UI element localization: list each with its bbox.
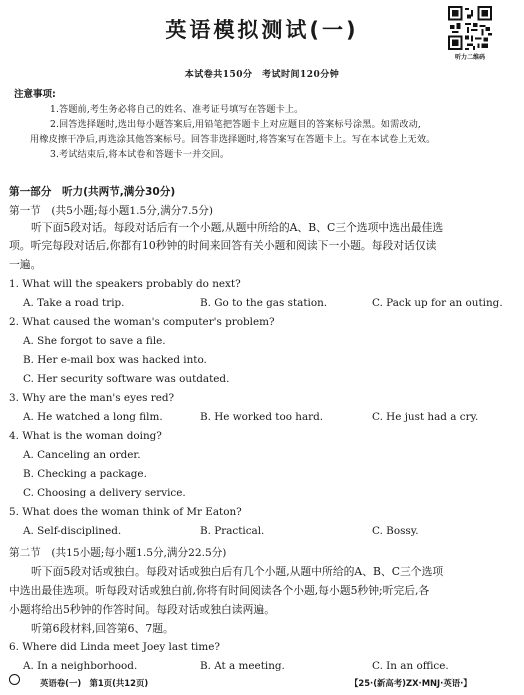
question-stem: 4. What is the woman doing? [9, 430, 162, 442]
section-one-heading: 第一节 (共5小题;每小题1.5分,满分7.5分) [9, 205, 213, 217]
instruction-line: 项。听完每段对话后,你都有10秒钟的时间来回答有关小题和阅读下一小题。每段对话仅读 [9, 239, 437, 252]
exam-info: 本试卷共150分 考试时间120分钟 [184, 70, 340, 80]
answer-option: A. Canceling an order. [23, 449, 141, 461]
answer-option: A. He watched a long film. [23, 411, 163, 423]
answer-option: B. Go to the gas station. [200, 297, 328, 309]
answer-option: B. He worked too hard. [200, 411, 324, 423]
answer-option: C. Her security software was outdated. [23, 373, 230, 385]
answer-option: B. Checking a package. [23, 468, 147, 480]
answer-option: B. At a meeting. [200, 660, 285, 672]
question-stem: 3. Why are the man's eyes red? [9, 392, 175, 404]
answer-option: A. She forgot to save a file. [23, 335, 166, 347]
answer-option: A. In a neighborhood. [23, 660, 138, 672]
section-two-heading: 第二节 (共15小题;每小题1.5分,满分22.5分) [9, 547, 227, 559]
circle-mark-icon [9, 674, 20, 685]
footer-page-info: 英语卷(一) 第1页(共12页) [40, 678, 149, 688]
answer-option: A. Self-disciplined. [23, 525, 122, 537]
note-line: 1.答题前,考生务必将自己的姓名、准考证号填写在答题卡上。 [50, 104, 304, 115]
instruction-line: 小题将给出5秒钟的作答时间。每段对话或独白读两遍。 [9, 603, 275, 616]
note-line: 用橡皮擦干净后,再选涂其他答案标号。回答非选择题时,将答案写在答题卡上。写在本试卷上无效。 [30, 134, 436, 145]
question-stem: 5. What does the woman think of Mr Eaton? [9, 506, 242, 518]
instruction-line: 听下面5段对话或独白。每段对话或独白后有几个小题,从题中所给的A、B、C三个选项 [31, 565, 444, 578]
answer-option: C. Pack up for an outing. [372, 297, 503, 309]
notes-heading: 注意事项: [14, 89, 56, 100]
instruction-line: 听第6段材料,回答第6、7题。 [31, 622, 174, 635]
question-stem: 2. What caused the woman's computer's problem? [9, 316, 275, 328]
note-line: 3.考试结束后,将本试卷和答题卡一并交回。 [50, 149, 230, 160]
note-line: 2.回答选择题时,选出每小题答案后,用铅笔把答题卡上对应题目的答案标号涂黑。如需改动, [50, 119, 421, 130]
question-stem: 6. Where did Linda meet Joey last time? [9, 641, 220, 653]
instruction-line: 中选出最佳选项。听每段对话或独白前,你将有时间阅读各个小题,每小题5秒钟;听完后,各 [9, 584, 430, 597]
qr-code-icon [448, 6, 492, 50]
page-title: 英语模拟测试(一) [165, 18, 359, 42]
answer-option: B. Practical. [200, 525, 265, 537]
footer-code: 【25·(新高考)ZX·MNJ·英语·】 [350, 678, 472, 688]
instruction-line: 听下面5段对话。每段对话后有一个小题,从题中所给的A、B、C三个选项中选出最佳选 [31, 221, 444, 234]
answer-option: A. Take a road trip. [23, 297, 125, 309]
answer-option: C. Bossy. [372, 525, 419, 537]
answer-option: C. He just had a cry. [372, 411, 479, 423]
answer-option: B. Her e-mail box was hacked into. [23, 354, 207, 366]
part-one-heading: 第一部分 听力(共两节,满分30分) [9, 186, 176, 198]
answer-option: C. In an office. [372, 660, 449, 672]
answer-option: C. Choosing a delivery service. [23, 487, 186, 499]
qr-code-label: 听力二维码 [454, 54, 485, 61]
instruction-line: 一遍。 [9, 258, 42, 271]
question-stem: 1. What will the speakers probably do next? [9, 278, 241, 290]
